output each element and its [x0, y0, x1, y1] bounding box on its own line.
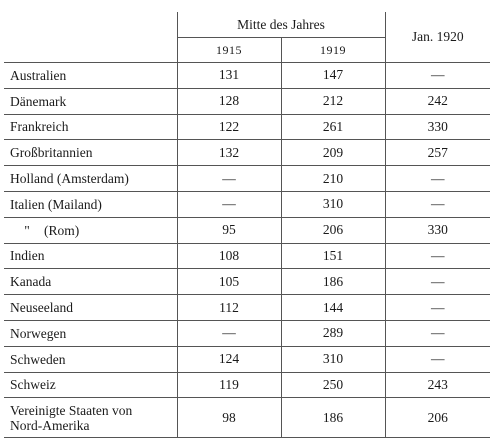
country-name: Kanada — [4, 269, 177, 295]
country-name: Dänemark — [4, 88, 177, 114]
value-jan-1920: — — [385, 269, 490, 295]
value-1919: 310 — [281, 191, 385, 217]
value-jan-1920: 206 — [385, 398, 490, 438]
value-1915: 112 — [177, 295, 281, 321]
country-name-line-1: Vereinigte Staaten von — [10, 402, 133, 418]
value-1915: 98 — [177, 398, 281, 438]
value-jan-1920: — — [385, 295, 490, 321]
table-row — [4, 63, 490, 89]
value-1915: 95 — [177, 217, 281, 243]
table-row — [4, 114, 490, 140]
value-1915: — — [177, 166, 281, 192]
country-name-line-2: Nord-Amerika — [10, 417, 90, 433]
table-row — [4, 372, 490, 398]
table-row — [4, 88, 490, 114]
country-name: Indien — [4, 243, 177, 269]
country-name: Großbritannien — [4, 140, 177, 166]
table-row — [4, 166, 490, 192]
price-index-table — [4, 12, 490, 438]
value-1919: 144 — [281, 295, 385, 321]
value-1919: 212 — [281, 88, 385, 114]
value-1919: 310 — [281, 346, 385, 372]
value-1919: 151 — [281, 243, 385, 269]
value-1915: 119 — [177, 372, 281, 398]
country-name: Schweiz — [4, 372, 177, 398]
value-1919: 261 — [281, 114, 385, 140]
value-1915: 131 — [177, 63, 281, 89]
country-name: Holland (Amsterdam) — [4, 166, 177, 192]
value-jan-1920: 330 — [385, 114, 490, 140]
value-1919: 289 — [281, 320, 385, 346]
header-year-1915: 1915 — [177, 38, 281, 63]
header-jan-1920: Jan. 1920 — [385, 12, 490, 63]
header-group-label: Mitte des Jahres — [177, 12, 385, 38]
table-row — [4, 320, 490, 346]
value-1919: 186 — [281, 269, 385, 295]
value-jan-1920: 330 — [385, 217, 490, 243]
header-blank-cell — [4, 12, 177, 63]
value-1915: 108 — [177, 243, 281, 269]
value-jan-1920: 243 — [385, 372, 490, 398]
table-row — [4, 295, 490, 321]
value-jan-1920: — — [385, 191, 490, 217]
value-1919: 210 — [281, 166, 385, 192]
table-row — [4, 217, 490, 243]
country-name — [4, 398, 177, 438]
country-name: Australien — [4, 63, 177, 89]
value-1915: 132 — [177, 140, 281, 166]
city-name: (Rom) — [44, 222, 80, 238]
table-row — [4, 346, 490, 372]
country-name: Norwegen — [4, 320, 177, 346]
country-name: Frankreich — [4, 114, 177, 140]
country-name: Schweden — [4, 346, 177, 372]
header-year-1919: 1919 — [281, 38, 385, 63]
value-1919: 186 — [281, 398, 385, 438]
value-jan-1920: — — [385, 346, 490, 372]
value-1919: 250 — [281, 372, 385, 398]
value-jan-1920: 242 — [385, 88, 490, 114]
value-1915: — — [177, 320, 281, 346]
table-row — [4, 191, 490, 217]
value-jan-1920: — — [385, 166, 490, 192]
value-1915: 122 — [177, 114, 281, 140]
value-1919: 147 — [281, 63, 385, 89]
table-row — [4, 140, 490, 166]
value-1915: 128 — [177, 88, 281, 114]
value-1915: — — [177, 191, 281, 217]
value-1919: 209 — [281, 140, 385, 166]
country-name — [4, 217, 177, 243]
country-name: Italien (Mailand) — [4, 191, 177, 217]
value-jan-1920: — — [385, 320, 490, 346]
value-jan-1920: 257 — [385, 140, 490, 166]
value-1915: 105 — [177, 269, 281, 295]
header-row-group — [4, 12, 490, 38]
value-1919: 206 — [281, 217, 385, 243]
country-name: Neuseeland — [4, 295, 177, 321]
value-1915: 124 — [177, 346, 281, 372]
ditto-mark: " — [24, 222, 30, 238]
table-row — [4, 243, 490, 269]
value-jan-1920: — — [385, 63, 490, 89]
table-row — [4, 398, 490, 438]
value-jan-1920: — — [385, 243, 490, 269]
table-row — [4, 269, 490, 295]
